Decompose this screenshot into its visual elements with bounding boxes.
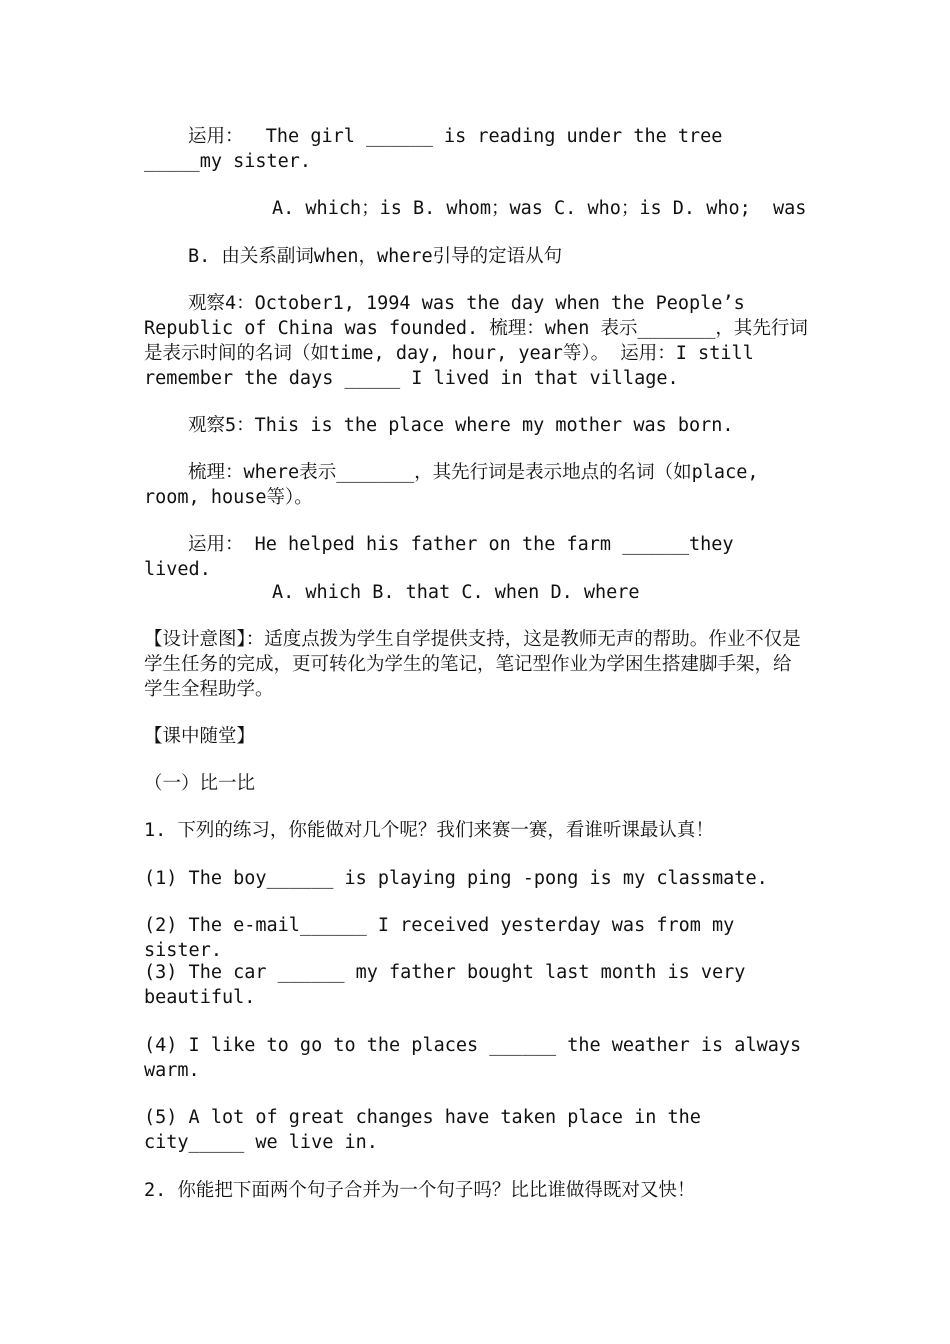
use-example-3: 运用： The girl ______ is reading under the tree _____my sister. <box>144 126 734 172</box>
in-class-heading: 【课中随堂】 <box>144 726 256 747</box>
part-one-heading: （一）比一比 <box>144 773 256 794</box>
section-b-heading: B. 由关系副词when，where引导的定语从句 <box>188 246 563 267</box>
use-example-5: 运用： He helped his father on the farm ______they lived. <box>144 534 745 580</box>
observe-4: 观察4：October1, 1994 was the day when the People’s Republic of China was founded. 梳理：when 表示_______，其先行词是表示时间的名词（如time, day, hour, year等）。 运用：I still remember the days _____ I lived in that village. <box>144 293 808 389</box>
design-intent: 【设计意图】：适度点拨为学生自学提供支持，这是教师无声的帮助。作业不仅是学生任务的完成，更可转化为学生的笔记，笔记型作业为学困生搭建脚手架，给学生全程助学。 <box>144 629 801 700</box>
sort-5: 梳理：where表示_______，其先行词是表示地点的名词（如place, room, house等）。 <box>144 462 770 508</box>
question-1-item-5: (5) A lot of great changes have taken place in the city_____ we live in. <box>144 1107 713 1153</box>
use-example-3-options: A. which；is B. whom；was C. who；is D. who; was <box>272 198 807 219</box>
use-example-5-options: A. which B. that C. when D. where <box>272 582 640 603</box>
question-1-item-3: (3) The car ______ my father bought last month is very beautiful. <box>144 962 757 1008</box>
question-2-title: 2. 你能把下面两个句子合并为一个句子吗？比比谁做得既对又快！ <box>144 1180 696 1201</box>
question-1-title: 1. 下列的练习，你能做对几个呢？我们来赛一赛，看谁听课最认真！ <box>144 820 714 841</box>
question-1-item-2: (2) The e-mail______ I received yesterday was from my sister. <box>144 915 746 961</box>
observe-5: 观察5：This is the place where my mother was born. <box>188 415 734 436</box>
question-1-item-4: (4) I like to go to the places ______ the weather is always warm. <box>144 1035 813 1081</box>
question-1-item-1: (1) The boy______ is playing ping -pong is my classmate. <box>144 868 768 889</box>
